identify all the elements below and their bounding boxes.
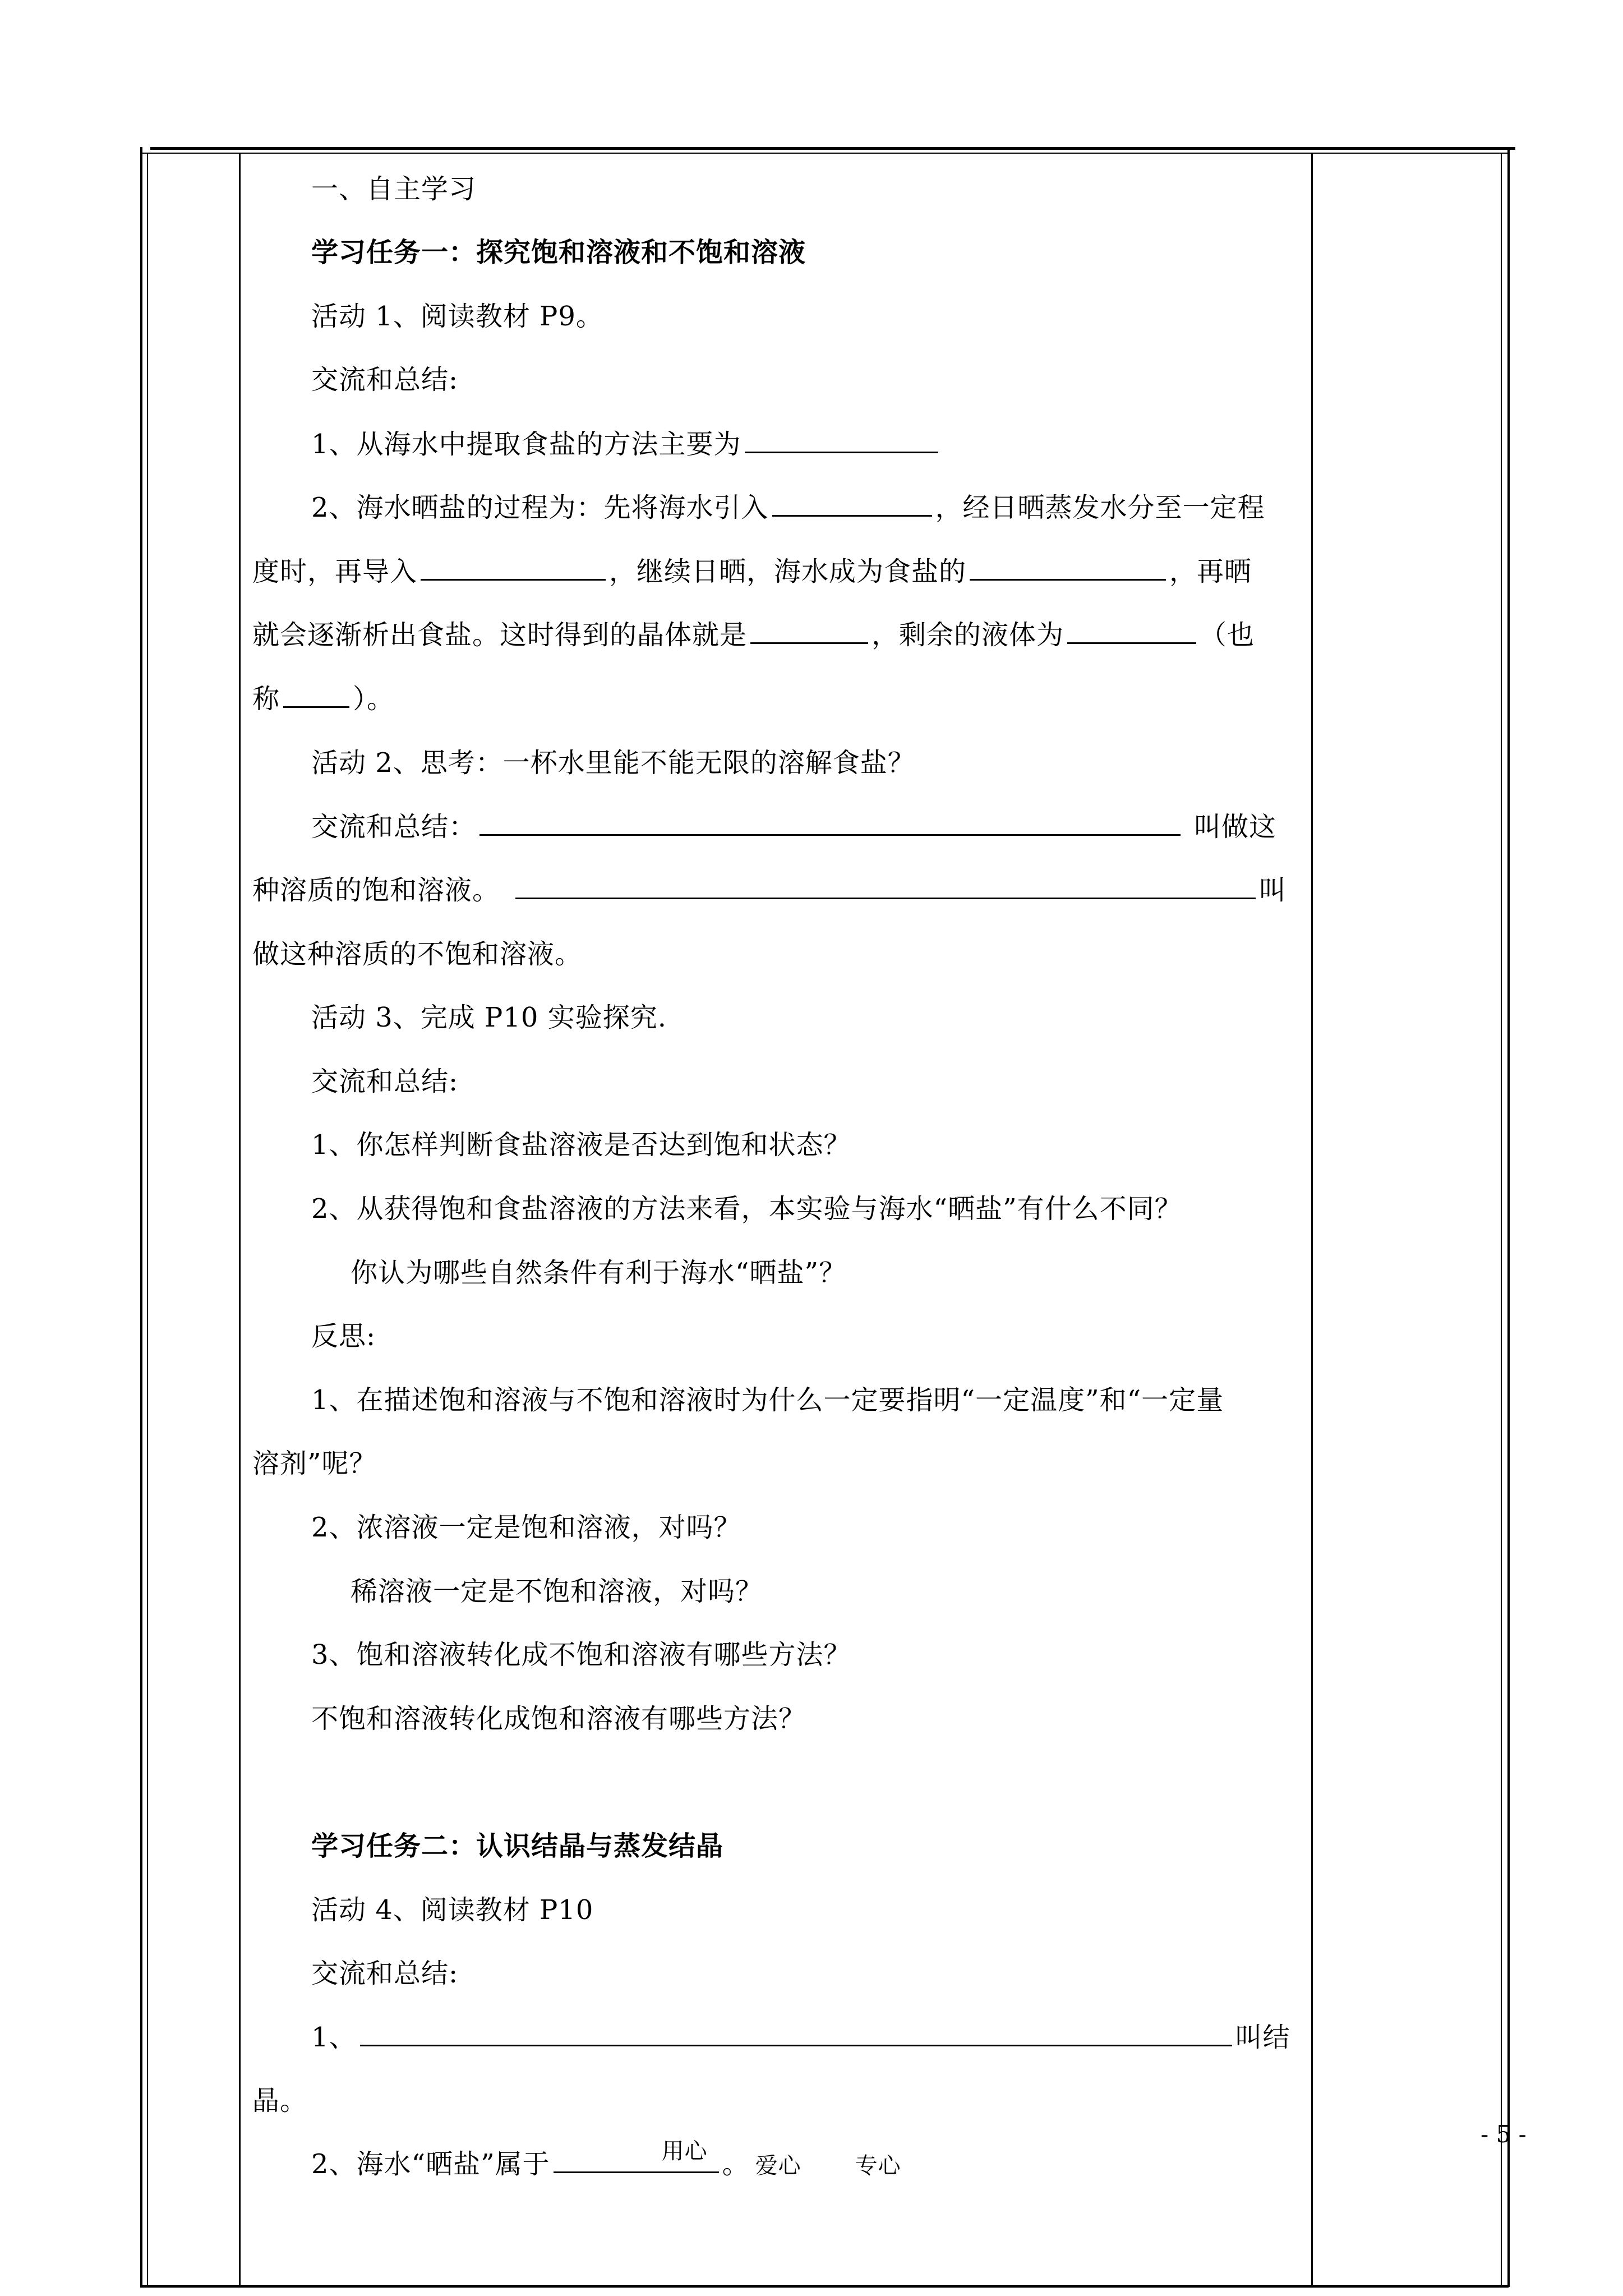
summary2: 交流和总结： (311, 811, 477, 843)
task1-title: 学习任务一：探究饱和溶液和不饱和溶液 (311, 237, 806, 268)
blank-field[interactable] (750, 618, 868, 644)
activity3: 活动 3、完成 P10 实验探究. (311, 1002, 667, 1033)
summary1: 交流和总结: (311, 364, 459, 395)
evaporation-start: 2、海水“晒盐”属于 (311, 2148, 550, 2180)
column-divider-left (239, 154, 241, 2285)
left-border-outer (140, 147, 142, 2287)
question2-text-i: 称 (252, 683, 280, 715)
reflection1: 1、在描述饱和溶液与不饱和溶液时为什么一定要指明“一定温度”和“一定量 (311, 1384, 1224, 1416)
crystallization-line (311, 2019, 1290, 2055)
question2-line3 (252, 617, 1255, 653)
blank-field[interactable] (772, 490, 932, 517)
evaporation-end: 。 (722, 2148, 750, 2180)
blank-field[interactable] (515, 873, 1256, 899)
motto-caring: 用心 (661, 2138, 708, 2164)
crystallization-line2: 晶。 (252, 2085, 308, 2116)
reflection1b: 溶剂”呢？ (252, 1448, 377, 1479)
question2-text-e: ，再晒 (1169, 556, 1252, 587)
activity3-question2: 2、从获得饱和食盐溶液的方法来看，本实验与海水“晒盐”有什么不同？ (311, 1193, 1182, 1225)
right-border-outer (1507, 147, 1510, 2287)
activity1: 活动 1、阅读教材 P9。 (311, 301, 603, 332)
definition2: 做这种溶质的不饱和溶液。 (252, 938, 583, 970)
reflection-heading: 反思: (311, 1320, 376, 1352)
blank-field[interactable] (479, 809, 1181, 836)
page-number: - 5 - (1481, 2120, 1527, 2148)
summary2-end: 叫做这 (1194, 811, 1277, 843)
summary2-line (311, 809, 1276, 845)
reflection2: 2、浓溶液一定是饱和溶液，对吗？ (311, 1512, 741, 1543)
question2-text-j: ）。 (353, 683, 395, 715)
question2-text-a: 2、海水晒盐的过程为：先将海水引入 (311, 492, 769, 523)
activity3-question2b: 你认为哪些自然条件有利于海水“晒盐”？ (351, 1257, 847, 1289)
motto-love: 爱心 (755, 2153, 801, 2179)
left-border-inner (147, 154, 148, 2285)
motto-focus: 专心 (855, 2153, 901, 2179)
activity3-question1: 1、你怎样判断食盐溶液是否达到饱和状态？ (311, 1129, 851, 1161)
reflection3: 3、饱和溶液转化成不饱和溶液有哪些方法？ (311, 1639, 851, 1671)
right-border-inner (1501, 154, 1502, 2285)
question2-text-h: （也 (1200, 619, 1255, 651)
question2-line1 (311, 490, 1265, 526)
activity2: 活动 2、思考：一杯水里能不能无限的溶解食盐？ (311, 747, 915, 779)
reflection3b: 不饱和溶液转化成饱和溶液有哪些方法？ (311, 1703, 806, 1734)
summary4: 交流和总结: (311, 1958, 459, 1989)
blank-field[interactable] (1067, 618, 1196, 644)
blank-field[interactable] (283, 682, 349, 708)
task2-title: 学习任务二：认识结晶与蒸发结晶 (311, 1830, 724, 1862)
crystallization-start: 1、 (311, 2022, 357, 2053)
question2-line4 (252, 681, 394, 717)
question2-line2 (252, 554, 1252, 590)
question1 (311, 426, 942, 462)
column-divider-right (1311, 154, 1313, 2285)
question2-text-f: 就会逐渐析出食盐。这时得到的晶体就是 (252, 619, 748, 651)
blank-field[interactable] (360, 2020, 1232, 2046)
question2-text-c: 度时，再导入 (252, 556, 418, 587)
definition1-end: 叫 (1259, 875, 1287, 906)
definition1-line (252, 872, 1287, 908)
document-body (252, 0, 1295, 2296)
section-heading: 一、自主学习 (311, 173, 477, 205)
crystallization-end: 叫结 (1235, 2022, 1290, 2053)
blank-field[interactable] (745, 427, 938, 453)
blank-field[interactable] (970, 554, 1166, 581)
question2-text-g: ，剩余的液体为 (872, 619, 1064, 651)
question2-text-b: ，经日晒蒸发水分至一定程 (935, 492, 1265, 523)
activity4: 活动 4、阅读教材 P10 (311, 1894, 594, 1926)
question2-text-d: ，继续日晒，海水成为食盐的 (609, 556, 967, 587)
question1-text: 1、从海水中提取食盐的方法主要为 (311, 429, 741, 460)
summary3: 交流和总结: (311, 1066, 459, 1097)
blank-field[interactable] (421, 554, 606, 581)
evaporation-line (311, 2138, 901, 2184)
blank-field[interactable] (554, 2138, 719, 2173)
definition1: 种溶质的饱和溶液。 (252, 875, 500, 906)
reflection2b: 稀溶液一定是不饱和溶液，对吗？ (351, 1576, 763, 1607)
